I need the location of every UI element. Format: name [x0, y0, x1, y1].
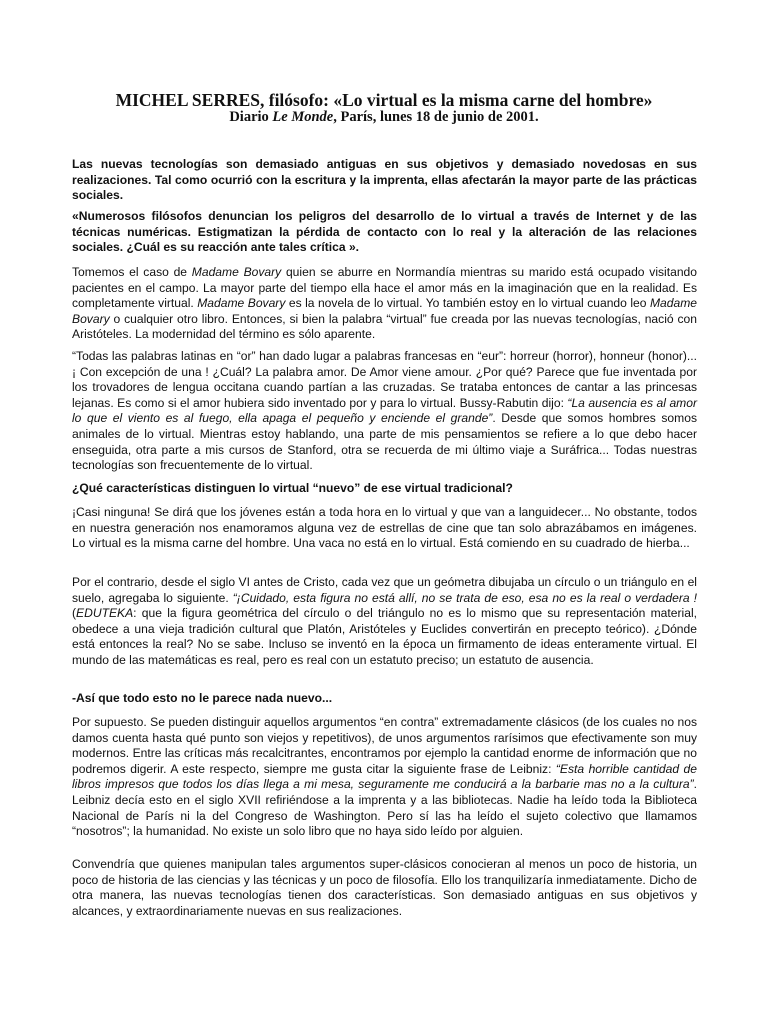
lead-paragraph: Las nuevas tecnologías son demasiado antiguas en sus objetivos y demasiado novedosas en sus realizaciones. Tal como ocurrió con la escritura y la imprenta, ellas afectarán la mayor parte de las prácticas sociales. [72, 157, 697, 203]
text-span: ( [72, 606, 77, 621]
paragraph-conclusion: Convendría que quienes manipulan tales argumentos super-clásicos conocieran al menos un poco de historia, un poco de historia de las ciencias y las técnicas y un poco de filosofía. Ello los tranquilizaría inmediatamente. Dicho de otra manera, las nuevas tecnologías tienen dos características. Son demasiado antiguas en sus objetivos y alcances, y extraordinariamente nuevas en sus realizaciones. [72, 857, 697, 918]
text-span: . Leibniz decía esto en el siglo XVII refiriéndose a la imprenta y a las bibliotecas. Nadie ha leído toda la Biblioteca Nacional de París ni la del Congreso de Washington. Pero sí las ha leído el sujeto colectivo que llamamos “nosotros”; la humanidad. No existe un solo libro que no haya sido leído por alguien. [72, 777, 697, 839]
newspaper-name: Le Monde [272, 109, 334, 125]
text-span: Tomemos el caso de [72, 265, 192, 279]
italic-span: EDUTEKA [76, 606, 134, 621]
article-title: MICHEL SERRES, filósofo: «Lo virtual es la misma carne del hombre» [115, 90, 653, 110]
text-span: es la novela de lo virtual. Yo también estoy en lo virtual cuando leo [285, 296, 650, 311]
text-span: “Todas las palabras latinas en “or” han dado lugar a palabras francesas en “eur”: horreur (horror), honneur (honor)... ¡ Con excepción de una ! ¿Cuál? La palabra amor. De Amor viene amour. ¿Por qué? Parece que fue inventada por los trovadores de lengua occitana cuando partían a las cruzadas. Se trataba entonces de cantar a las princesas lejanas. Es como si el amor hubiera sido inventado por y para lo virtual. Bussy-Rabutin dijo: [72, 349, 697, 410]
text-span: . Desde que somos hombres somos animales de lo virtual. Mientras estoy hablando, una parte de mis pensamientos se refiere a lo que debo hacer enseguida, otra parte a mis cursos de Stanford, otra se recuerda de mi último viaje a Suráfrica... Todas nuestras tecnologías son frecuentemente de lo virtual. [72, 411, 697, 473]
source-date: , París, lunes 18 de junio de 2001. [333, 109, 539, 125]
italic-span: Madame Bovary [197, 296, 286, 311]
text-span: o cualquier otro libro. Entonces, si bien la palabra “virtual” fue creada por las nuevas tecnologías, nació con Aristóteles. La modernidad del término es sólo aparente. [72, 311, 697, 342]
text-span: quien se aburre en Normandía mientras su marido está ocupado visitando pacientes en el campo. La mayor parte del tiempo ella hace el amor más en la imaginación que en la realidad. Es completamente virtual. [72, 265, 697, 311]
question-virtual-nuevo: ¿Qué características distinguen lo virtual “nuevo” de ese virtual tradicional? [72, 481, 513, 495]
paragraph-bovary [72, 265, 697, 343]
italic-span: “Esta horrible cantidad de libros impresos que todos los días llega a mi mesa, seguramente me conducirá a la barbarie mas no a la cultura” [72, 761, 697, 792]
paragraph-argumentos [72, 715, 697, 840]
paragraph-casi-ninguna: ¡Casi ninguna! Se dirá que los jóvenes están a toda hora en lo virtual y que van a languidecer... No obstante, todos en nuestra generación nos enamoramos alguna vez de estrellas de cine que tan solo abrazábamos en imágenes. Lo virtual es la misma carne del hombre. Una vaca no está en lo virtual. Está comiendo en su cuadrado de hierba... [72, 505, 697, 551]
italic-span: Madame Bovary [191, 265, 282, 279]
source-prefix: Diario [229, 109, 273, 125]
italic-span: “¡Cuidado, esta figura no está allí, no se trata de eso, esa no es la real o verdadera ! [232, 590, 697, 605]
question-nada-nuevo: -Así que todo esto no le parece nada nuevo... [72, 691, 333, 705]
paragraph-amor [72, 349, 697, 474]
text-span: : que la figura geométrica del círculo o del triángulo no es lo mismo que su representación material, obedece a una vieja tradición cultural que Platón, Aristóteles y Euclides convertirán en precepto teórico). ¿Dónde está entonces la real? No se sabe. Incluso se inventó en la época un firmamento de ideas enteramente virtual. El mundo de las matemáticas es real, pero es real con un estatuto preciso; un estatuto de ausencia. [72, 606, 697, 667]
text-span: Por el contrario, desde el siglo VI antes de Cristo, cada vez que un geómetra dibujaba un círculo o un triángulo en el suelo, agregaba lo siguiente. [72, 575, 697, 605]
italic-span: Madame Bovary [72, 296, 697, 326]
text-span: Por supuesto. Se pueden distinguir aquellos argumentos “en contra” extremadamente clásicos (de los cuales no nos damos cuenta hasta qué punto son viejos y repetitivos), de unos argumentos rarísimos que efectivamente son muy modernos. Entre las críticas más recalcitrantes, encontramos por ejemplo la cantidad enorme de información que no podremos digerir. A este respecto, siempre me gusta citar la siguiente frase de Leibniz: [72, 715, 697, 776]
paragraph-geometra [72, 575, 697, 669]
article-source [0, 108, 768, 126]
italic-span: “La ausencia es al amor lo que el viento es al fuego, ella apaga el pequeño y enciende el grande” [72, 395, 697, 426]
question-intro: «Numerosos filósofos denuncian los peligros del desarrollo de lo virtual a través de Internet y de las técnicas numéricas. Estigmatizan la pérdida de contacto con lo real y la alteración de las relaciones sociales. ¿Cuál es su reacción ante tales crítica ». [72, 209, 697, 255]
